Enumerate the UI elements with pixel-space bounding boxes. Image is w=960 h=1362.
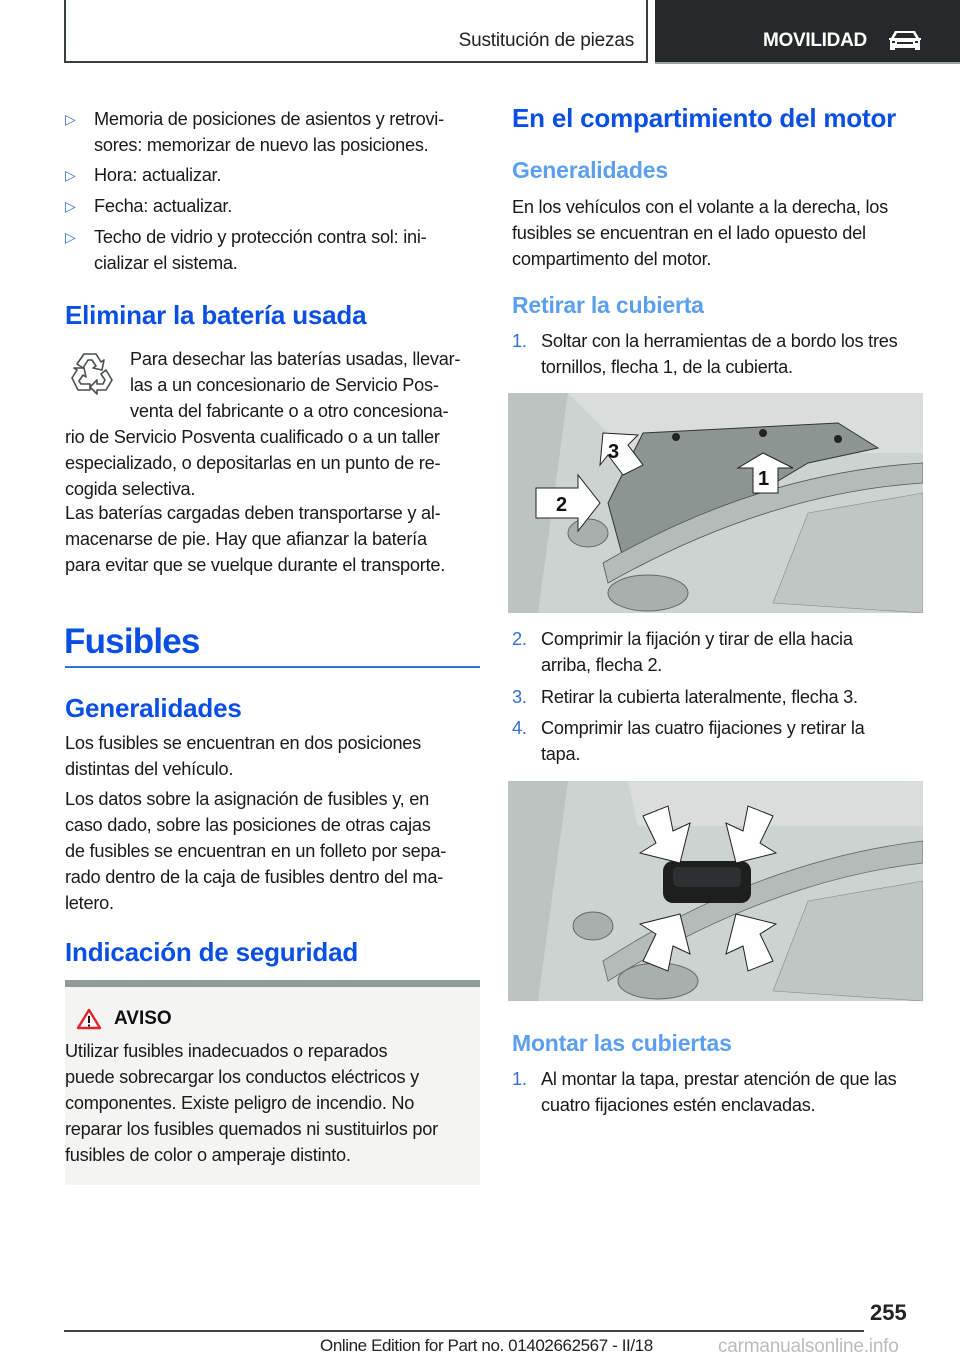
header-section-box xyxy=(64,0,648,63)
fuse-cover-illustration xyxy=(508,393,923,613)
svg-text:2: 2 xyxy=(556,494,568,516)
battery-paragraph-1-wrap: Para desechar las baterías usadas, llevar- las a un concesionario de Servicio Pos- venta del fabricante o a otro concesiona- xyxy=(130,349,461,421)
section-title: Sustitución de piezas xyxy=(458,30,634,51)
fuses-general-heading: Generalidades xyxy=(65,693,242,723)
chapter-label: MOVILIDAD xyxy=(763,30,867,51)
step-item: 3. Retirar la cubierta lateralmente, flecha 3. xyxy=(512,684,932,710)
bullet-triangle-icon: ▷ xyxy=(65,198,76,214)
fuses-paragraph-1: Los fusibles se encuentran en dos posiciones distintas del vehículo. xyxy=(65,733,422,779)
battery-paragraph-2: Las baterías cargadas deben transportarse y al- macenarse de pie. Hay que afianzar la batería para evitar que se vuelque durante el transporte. xyxy=(65,503,446,575)
fuse-box-cap-illustration xyxy=(508,781,923,1001)
fuses-paragraph-2: Los datos sobre la asignación de fusibles y, en caso dado, sobre las posiciones de otras cajas de fusibles se encuentran en un folleto por sepa- rado dentro de la caja de fusibles dentro del ma- letero. xyxy=(65,789,447,913)
right-general-heading: Generalidades xyxy=(512,157,668,183)
car-icon xyxy=(888,28,922,52)
engine-compartment-heading: En el compartimiento del motor xyxy=(512,103,897,133)
step-number: 2. xyxy=(512,629,527,649)
watermark-link[interactable]: carmanualsonline.info xyxy=(718,1336,899,1357)
step-item: 4. Comprimir las cuatro fijaciones y retirar la tapa. xyxy=(512,715,932,767)
step-item: 1. Al montar la tapa, prestar atención de que las cuatro fijaciones estén enclavadas. xyxy=(512,1066,932,1118)
remove-cover-heading: Retirar la cubierta xyxy=(512,292,704,318)
mount-covers-heading: Montar las cubiertas xyxy=(512,1030,732,1056)
engine-compartment-figure-2 xyxy=(508,781,923,1001)
warning-box xyxy=(65,980,480,1185)
warning-text: Utilizar fusibles inadecuados o reparados puede sobrecargar los conductos eléctricos y componentes. Existe peligro de incendio. No reparar los fusibles quemados ni sustituirlos por fusibles de color o amperaje distinto. xyxy=(65,1041,438,1165)
safety-heading: Indicación de seguridad xyxy=(65,937,359,967)
step-number: 1. xyxy=(512,331,527,351)
fuses-title-rule xyxy=(65,666,480,668)
right-general-paragraph: En los vehículos con el volante a la derecha, los fusibles se encuentran en el lado opuesto del compartimento del motor. xyxy=(512,197,888,269)
footer-rule xyxy=(64,1330,864,1332)
step-item: 1. Soltar con la herramientas de a bordo los tres tornillos, flecha 1, de la cubierta. xyxy=(512,328,932,380)
header-chapter-tab[interactable] xyxy=(655,0,960,64)
bullet-triangle-icon: ▷ xyxy=(65,167,76,183)
fuses-title: Fusibles xyxy=(64,622,200,661)
engine-compartment-figure-1 xyxy=(508,393,923,613)
warning-triangle-icon xyxy=(76,1008,102,1030)
battery-heading: Eliminar la batería usada xyxy=(65,300,367,330)
battery-paragraph-1-cont: rio de Servicio Posventa cualificado o a un taller especializado, o depositarlas en un punto de re- cogida selectiva. xyxy=(65,427,441,499)
edition-text: Online Edition for Part no. 01402662567 - II/18 xyxy=(320,1336,653,1355)
svg-text:3: 3 xyxy=(608,441,620,463)
recycle-icon xyxy=(66,348,116,398)
step-number: 3. xyxy=(512,687,527,707)
svg-text:1: 1 xyxy=(758,468,770,490)
warning-title: AVISO xyxy=(114,1008,172,1029)
step-item: 2. Comprimir la fijación y tirar de ella hacia arriba, flecha 2. xyxy=(512,626,932,678)
step-number: 1. xyxy=(512,1069,527,1089)
bullet-triangle-icon: ▷ xyxy=(65,111,76,127)
bullet-triangle-icon: ▷ xyxy=(65,229,76,245)
step-number: 4. xyxy=(512,718,527,738)
page-number: 255 xyxy=(870,1300,907,1325)
warning-top-bar xyxy=(65,980,480,987)
